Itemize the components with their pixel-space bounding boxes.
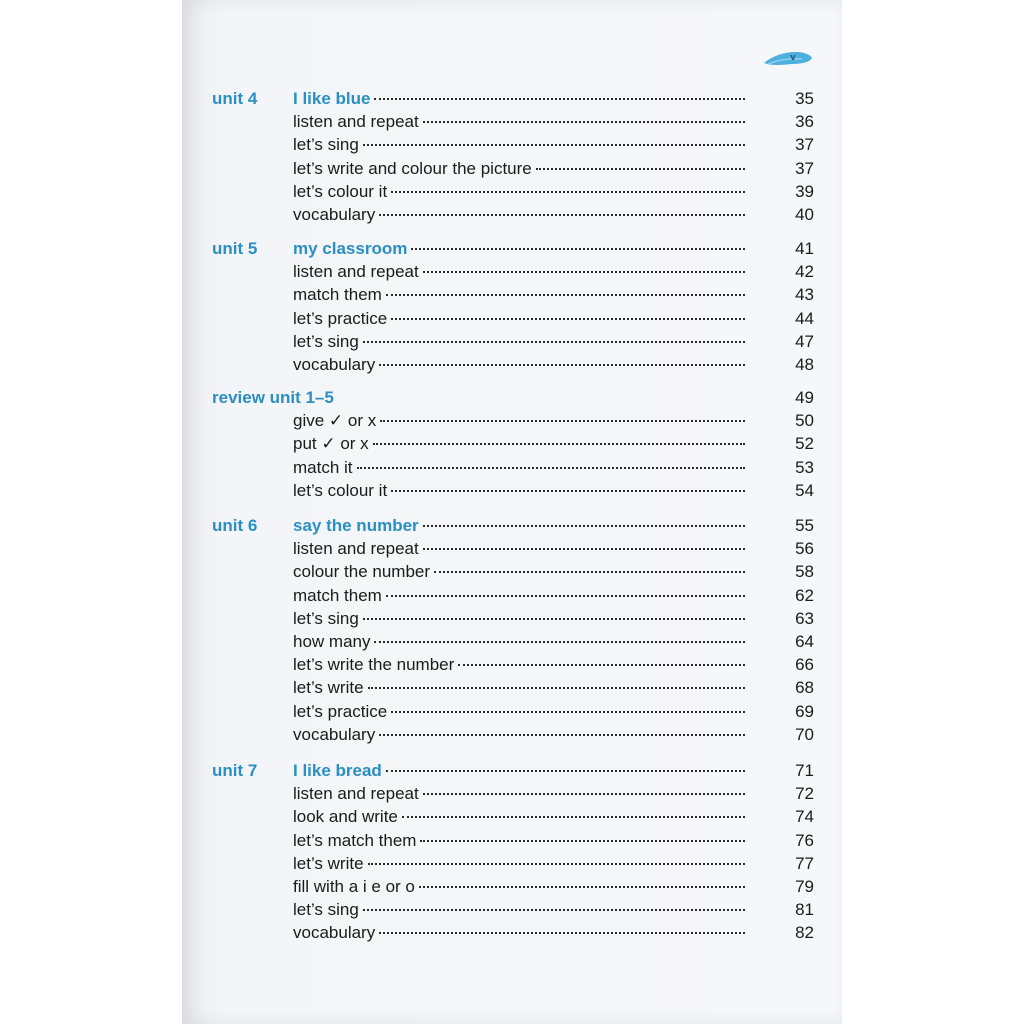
unit-title: my classroom (293, 239, 408, 258)
entry-title: put ✓ or x (293, 434, 369, 454)
toc-entry-row[interactable] (212, 110, 816, 133)
dot-leader (423, 792, 745, 795)
toc-entry (293, 307, 745, 330)
toc-entry-row[interactable] (212, 630, 816, 653)
toc-entry (212, 386, 745, 389)
entry-title: how many (293, 632, 371, 651)
page-number: 50 (795, 411, 814, 431)
page-number: 74 (795, 807, 814, 827)
dot-leader (386, 594, 745, 597)
unit-label: unit 4 (212, 89, 258, 108)
page-number: 56 (795, 539, 814, 559)
toc-entry (293, 157, 745, 180)
dot-leader (386, 293, 745, 296)
dot-leader (402, 815, 745, 818)
entry-title: let’s colour it (293, 480, 388, 500)
entry-title: give ✓ or x (293, 411, 377, 431)
page-number: 55 (795, 516, 814, 535)
toc-entry-row[interactable] (212, 307, 816, 330)
toc-entry (293, 630, 745, 653)
page-number: 72 (795, 784, 814, 804)
toc-entry-row[interactable] (212, 432, 816, 455)
dot-leader (363, 340, 745, 343)
page-number: 58 (795, 562, 814, 582)
toc-entry-row[interactable] (212, 203, 816, 226)
folio-number: v (790, 52, 796, 62)
dot-leader (423, 547, 745, 550)
toc-entry (293, 829, 745, 852)
toc-entry (293, 330, 745, 353)
toc-entry (293, 921, 745, 944)
toc-entry (293, 898, 745, 921)
dot-leader (363, 617, 745, 620)
dot-leader (374, 97, 745, 100)
dot-leader (368, 686, 745, 689)
page-number: 69 (795, 701, 814, 721)
entry-title: let’s practice (293, 701, 388, 721)
toc-entry (293, 759, 745, 782)
toc-entry-row[interactable] (212, 805, 816, 828)
page-number: 42 (795, 262, 814, 282)
page-number: 63 (795, 608, 814, 628)
entry-title: let’s write (293, 853, 364, 873)
toc-entry-row[interactable] (212, 537, 816, 560)
toc-entry (293, 607, 745, 630)
dot-leader (423, 524, 745, 527)
entry-title: let’s practice (293, 308, 388, 328)
toc-entry (293, 700, 745, 723)
entry-title: let’s sing (293, 900, 359, 920)
page-number: 82 (795, 923, 814, 943)
toc-entry (293, 180, 745, 203)
toc-entry (293, 653, 745, 676)
toc-entry-row[interactable] (212, 852, 816, 875)
entry-title: let’s match them (293, 830, 417, 850)
unit-title: I like bread (293, 761, 382, 780)
page-number: 68 (795, 678, 814, 698)
toc-entry-row[interactable] (212, 283, 816, 306)
page-number: 66 (795, 655, 814, 675)
toc-entry (293, 432, 745, 455)
dot-leader (357, 466, 745, 469)
unit-title: say the number (293, 516, 419, 535)
unit-title: I like blue (293, 89, 371, 108)
page-number: 41 (795, 239, 814, 258)
entry-title: let’s write and colour the picture (293, 158, 532, 178)
toc-entry (293, 203, 745, 226)
entry-title: listen and repeat (293, 539, 419, 559)
dot-leader (419, 885, 745, 888)
toc-entry-row[interactable] (212, 584, 816, 607)
toc-entry-row[interactable] (212, 479, 816, 502)
page-number: 49 (795, 388, 814, 407)
toc-entry-row[interactable] (212, 409, 816, 432)
toc-entry (293, 479, 745, 502)
toc-entry (293, 353, 745, 376)
dot-leader (434, 570, 745, 573)
dot-leader (373, 442, 745, 445)
page-number: 37 (795, 158, 814, 178)
toc-entry (293, 584, 745, 607)
toc-entry-row[interactable] (212, 829, 816, 852)
dot-leader (420, 839, 745, 842)
page-number: 52 (795, 434, 814, 454)
toc-entry-row[interactable] (212, 133, 816, 156)
toc-entry (293, 875, 745, 898)
page-number: 37 (795, 135, 814, 155)
entry-title: vocabulary (293, 923, 376, 943)
entry-title: let’s colour it (293, 181, 388, 201)
entry-title: listen and repeat (293, 262, 419, 282)
entry-title: let’s write (293, 678, 364, 698)
toc-entry (293, 514, 745, 537)
toc-entry (293, 260, 745, 283)
toc-entry-row[interactable] (212, 676, 816, 699)
toc-entry-row[interactable] (212, 180, 816, 203)
toc-entry-row[interactable] (212, 560, 816, 583)
toc-entry-row[interactable] (212, 875, 816, 898)
entry-title: match them (293, 285, 382, 305)
page-number: 53 (795, 457, 814, 477)
toc-entry (293, 805, 745, 828)
dot-leader (379, 733, 745, 736)
dot-leader (423, 120, 745, 123)
toc-entry (293, 133, 745, 156)
page-number: 70 (795, 724, 814, 744)
page-number: 81 (795, 900, 814, 920)
toc-entry-row[interactable] (212, 723, 816, 746)
toc-entry (293, 409, 745, 432)
toc-entry-row[interactable] (212, 700, 816, 723)
page-number: 40 (795, 205, 814, 224)
page-number: 47 (795, 331, 814, 351)
toc-entry-row[interactable] (212, 653, 816, 676)
dot-leader (423, 270, 745, 273)
toc-entry-row[interactable] (212, 260, 816, 283)
entry-title: let’s sing (293, 331, 359, 351)
unit-label: review unit 1–5 (212, 388, 334, 407)
toc-entry-row[interactable] (212, 898, 816, 921)
dot-leader (363, 908, 745, 911)
entry-title: listen and repeat (293, 784, 419, 804)
toc-entry (293, 676, 745, 699)
page-number: 43 (795, 285, 814, 305)
toc-entry (293, 283, 745, 306)
page-number: 62 (795, 585, 814, 605)
dot-leader (391, 710, 745, 713)
toc-entry-row[interactable] (212, 353, 816, 376)
toc-entry (293, 87, 745, 110)
entry-title: match them (293, 585, 382, 605)
dot-leader (411, 247, 745, 250)
page-number: 71 (795, 761, 814, 780)
entry-title: vocabulary (293, 724, 376, 744)
page-number: 54 (795, 480, 814, 500)
toc-entry (293, 110, 745, 133)
page-number: 35 (795, 89, 814, 108)
toc-entry-row[interactable] (212, 782, 816, 805)
toc-entry-row[interactable] (212, 607, 816, 630)
entry-title: look and write (293, 807, 398, 827)
dot-leader (536, 167, 745, 170)
toc-entry (293, 852, 745, 875)
dot-leader (368, 862, 745, 865)
page-number: 44 (795, 308, 814, 328)
toc-entry-row[interactable] (212, 330, 816, 353)
unit-label: unit 7 (212, 761, 258, 780)
page-number: 48 (795, 355, 814, 374)
toc-entry (293, 782, 745, 805)
entry-title: vocabulary (293, 355, 376, 374)
toc-entry-row[interactable] (212, 456, 816, 479)
toc-entry-row[interactable] (212, 921, 816, 944)
toc-heading-row[interactable] (212, 386, 816, 409)
page-number: 79 (795, 877, 814, 896)
dot-leader (374, 640, 745, 643)
page-number: 64 (795, 632, 814, 651)
entry-title: fill with a i e or o (293, 877, 415, 896)
entry-title: let’s sing (293, 608, 359, 628)
page-number: 76 (795, 830, 814, 850)
page-number: 39 (795, 181, 814, 201)
dot-leader (391, 317, 745, 320)
toc-entry (293, 723, 745, 746)
entry-title: vocabulary (293, 205, 376, 224)
toc-entry (293, 237, 745, 260)
toc-heading-row[interactable] (212, 759, 816, 782)
entry-title: let’s write the number (293, 655, 455, 675)
dot-leader (391, 489, 745, 492)
dot-leader (386, 769, 745, 772)
toc-entry-row[interactable] (212, 157, 816, 180)
dot-leader (458, 663, 745, 666)
unit-label: unit 5 (212, 239, 258, 258)
page-number: 77 (795, 853, 814, 873)
dot-leader (391, 190, 745, 193)
entry-title: listen and repeat (293, 112, 419, 132)
entry-title: match it (293, 457, 353, 477)
toc-entry (293, 537, 745, 560)
page-number: 36 (795, 112, 814, 132)
toc-heading-row[interactable] (212, 514, 816, 537)
toc-heading-row[interactable] (212, 87, 816, 110)
toc-entry (293, 560, 745, 583)
entry-title: let’s sing (293, 135, 359, 155)
dot-leader (379, 363, 745, 366)
entry-title: colour the number (293, 562, 431, 582)
dot-leader (379, 931, 745, 934)
toc-heading-row[interactable] (212, 237, 816, 260)
unit-label: unit 6 (212, 516, 258, 535)
toc-entry (293, 456, 745, 479)
dot-leader (363, 143, 745, 146)
dot-leader (380, 419, 745, 422)
dot-leader (379, 213, 745, 216)
